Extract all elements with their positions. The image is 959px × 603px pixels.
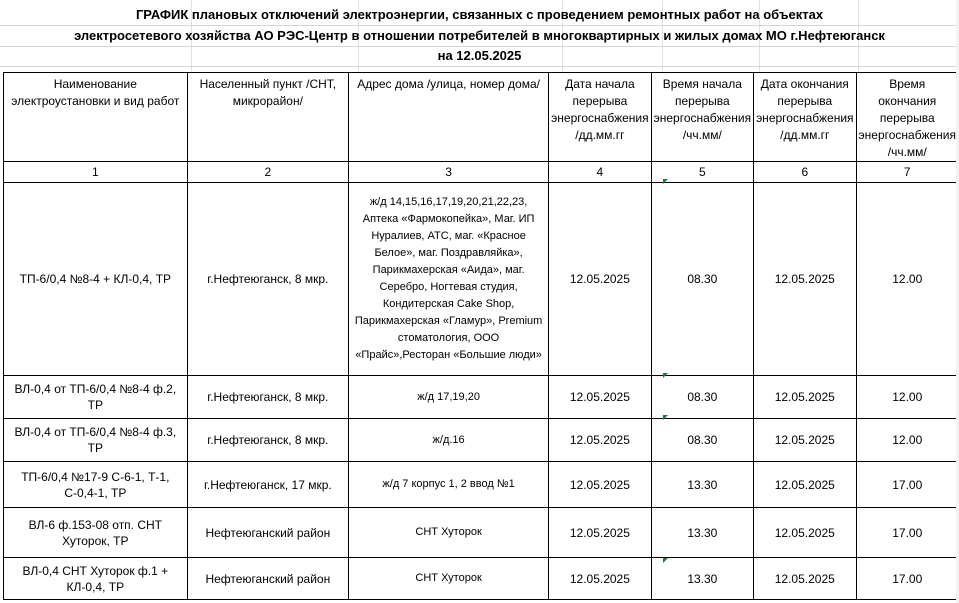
cell-end-date[interactable]: 12.05.2025 xyxy=(754,376,856,419)
column-number-cell[interactable]: 1 xyxy=(4,162,188,183)
cell-start-time[interactable]: 08.30 xyxy=(651,376,753,419)
cell-end-time[interactable]: 17.00 xyxy=(856,508,958,558)
column-number-cell[interactable]: 2 xyxy=(187,162,348,183)
column-number-cell[interactable]: 6 xyxy=(754,162,856,183)
cell-end-date[interactable]: 12.05.2025 xyxy=(754,419,856,462)
cell-end-time[interactable]: 12.00 xyxy=(856,183,958,376)
cell-locality[interactable]: г.Нефтеюганск, 8 мкр. xyxy=(187,183,348,376)
table-row xyxy=(4,183,959,376)
cell-start-time[interactable]: 08.30 xyxy=(651,183,753,376)
column-number-row xyxy=(4,162,959,183)
column-number-cell[interactable]: 3 xyxy=(349,162,549,183)
cell-address[interactable]: ж/д 17,19,20 xyxy=(349,376,549,419)
cell-start-time[interactable]: 08.30 xyxy=(651,419,753,462)
cell-installation[interactable]: ТП-6/0,4 №17-9 С-6-1, Т-1, С-0,4-1, ТР xyxy=(4,462,188,508)
cell-address[interactable]: ж/д 7 корпус 1, 2 ввод №1 xyxy=(349,462,549,508)
cell-locality[interactable]: г.Нефтеюганск, 8 мкр. xyxy=(187,376,348,419)
header-start-date[interactable]: Дата начала перерыва энергоснабжения /дд.мм.гг xyxy=(549,73,651,162)
column-number-cell[interactable]: 7 xyxy=(856,162,958,183)
cell-start-date[interactable]: 12.05.2025 xyxy=(549,462,651,508)
cell-start-date[interactable]: 12.05.2025 xyxy=(549,558,651,600)
column-number-cell[interactable]: 5 xyxy=(651,162,753,183)
header-end-time[interactable]: Время окончания перерыва энергоснабжения /чч.мм/ xyxy=(856,73,958,162)
cell-installation[interactable]: ВЛ-0,4 СНТ Хуторок ф.1 + КЛ-0,4, ТР xyxy=(4,558,188,600)
cell-end-date[interactable]: 12.05.2025 xyxy=(754,508,856,558)
cell-end-time[interactable]: 17.00 xyxy=(856,462,958,508)
cell-start-time[interactable]: 13.30 xyxy=(651,508,753,558)
header-row xyxy=(4,73,959,162)
header-locality[interactable]: Населенный пункт /СНТ, микрорайон/ xyxy=(187,73,348,162)
table-row xyxy=(4,462,959,508)
comment-marker-icon xyxy=(663,415,668,420)
comment-marker-icon xyxy=(663,179,668,184)
cell-start-time[interactable]: 13.30 xyxy=(651,462,753,508)
cell-address[interactable]: ж/д 14,15,16,17,19,20,21,22,23, Аптека «Фармокопейка», Маг. ИП Нуралиев, АТС, маг. «Красное Белое», маг. Поздравляйка», Парикмахерская «Аида», маг. Серебро, Ногтевая студия, Кондитерская Cake Shop, Парикмахерская «Гламур», Premium стоматология, ООО «Прайс»,Ресторан «Большие люди» xyxy=(349,183,549,376)
cell-locality[interactable]: Нефтеюганский район xyxy=(187,508,348,558)
cell-end-date[interactable]: 12.05.2025 xyxy=(754,462,856,508)
comment-marker-icon xyxy=(663,558,668,563)
cell-locality[interactable]: г.Нефтеюганск, 8 мкр. xyxy=(187,419,348,462)
cell-end-time[interactable]: 12.00 xyxy=(856,419,958,462)
cell-installation[interactable]: ВЛ-6 ф.153-08 отп. СНТ Хуторок, ТР xyxy=(4,508,188,558)
title-line-1[interactable]: ГРАФИК плановых отключений электроэнергии, связанных с проведением ремонтных работ на объектах xyxy=(0,4,959,26)
comment-marker-icon xyxy=(663,373,668,378)
cell-address[interactable]: ж/д.16 xyxy=(349,419,549,462)
title-line-3[interactable]: на 12.05.2025 xyxy=(0,46,959,67)
cell-start-date[interactable]: 12.05.2025 xyxy=(549,508,651,558)
cell-end-time[interactable]: 17.00 xyxy=(856,558,958,600)
title-line-2[interactable]: электросетевого хозяйства АО РЭС-Центр в отношении потребителей в многоквартирных и жилых домах МО г.Нефтеюганск xyxy=(0,25,959,47)
cell-address[interactable]: СНТ Хуторок xyxy=(349,558,549,600)
cell-installation[interactable]: ВЛ-0,4 от ТП-6/0,4 №8-4 ф.2, ТР xyxy=(4,376,188,419)
header-start-time[interactable]: Время начала перерыва энергоснабжения /чч.мм/ xyxy=(651,73,753,162)
cell-start-date[interactable]: 12.05.2025 xyxy=(549,183,651,376)
table-row xyxy=(4,558,959,600)
table-row xyxy=(4,508,959,558)
cell-locality[interactable]: Нефтеюганский район xyxy=(187,558,348,600)
header-end-date[interactable]: Дата окончания перерыва энергоснабжения /дд.мм.гг xyxy=(754,73,856,162)
cell-installation[interactable]: ТП-6/0,4 №8-4 + КЛ-0,4, ТР xyxy=(4,183,188,376)
table-row xyxy=(4,376,959,419)
cell-installation[interactable]: ВЛ-0,4 от ТП-6/0,4 №8-4 ф.3, ТР xyxy=(4,419,188,462)
cell-start-date[interactable]: 12.05.2025 xyxy=(549,376,651,419)
header-installation[interactable]: Наименование электроустановки и вид работ xyxy=(4,73,188,162)
cell-end-time[interactable]: 12.00 xyxy=(856,376,958,419)
cell-end-date[interactable]: 12.05.2025 xyxy=(754,183,856,376)
outage-schedule-table xyxy=(3,72,959,600)
cell-start-date[interactable]: 12.05.2025 xyxy=(549,419,651,462)
cell-address[interactable]: СНТ Хуторок xyxy=(349,508,549,558)
header-address[interactable]: Адрес дома /улица, номер дома/ xyxy=(349,73,549,162)
cell-locality[interactable]: г.Нефтеюганск, 17 мкр. xyxy=(187,462,348,508)
column-number-cell[interactable]: 4 xyxy=(549,162,651,183)
cell-start-time[interactable]: 13.30 xyxy=(651,558,753,600)
cell-end-date[interactable]: 12.05.2025 xyxy=(754,558,856,600)
table-row xyxy=(4,419,959,462)
